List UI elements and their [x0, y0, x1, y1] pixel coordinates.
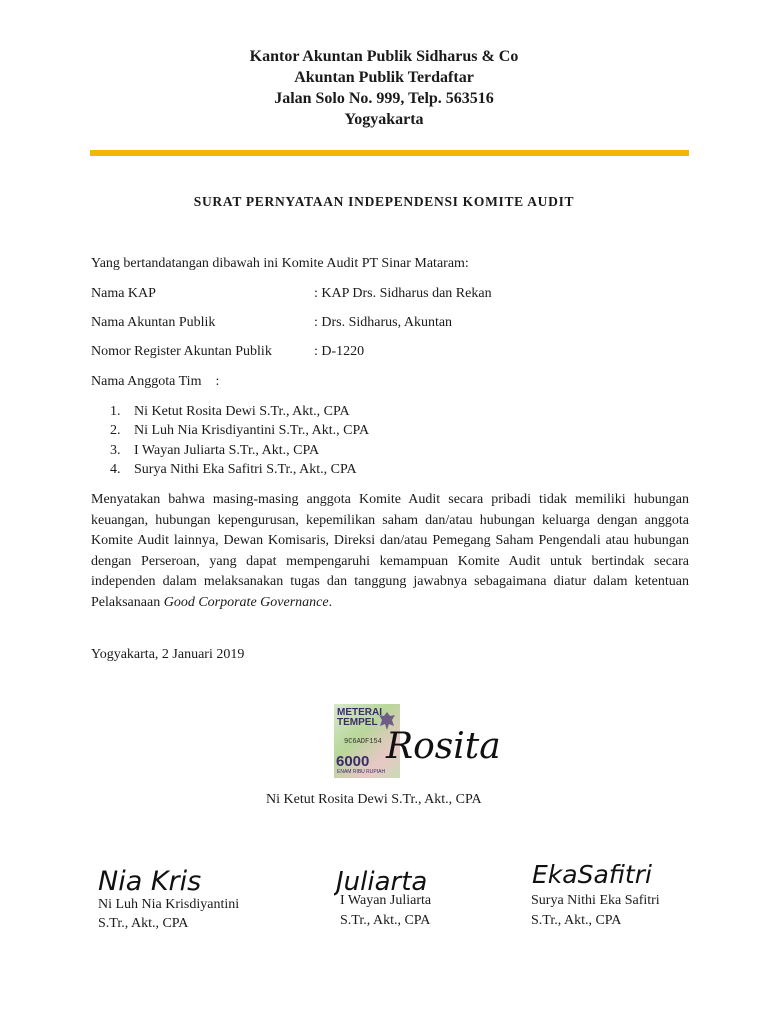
stamp-small-text: ENAM RIBU RUPIAH: [337, 769, 386, 775]
list-item: 2. Ni Luh Nia Krisdiyantini S.Tr., Akt., CPA: [110, 423, 370, 439]
list-item: 1. Ni Ketut Rosita Dewi S.Tr., Akt., CPA: [110, 404, 350, 419]
firm-name: Kantor Akuntan Publik Sidharus & Co: [249, 48, 519, 65]
list-item: 4. Surya Nithi Eka Safitri S.Tr., Akt., CPA: [110, 461, 357, 477]
field-label-kap: Nama KAP: [91, 286, 156, 301]
statement-paragraph: Menyatakan bahwa masing-masing anggota Komite Audit secara pribadi tidak memiliki hubungan keuangan, hubungan kepengurusan, kepemilikan saham dan/atau hubungan keluarga dengan anggota Komite Audit lainnya, Dewan Komisaris, Direksi dan/atau Pemegang Saham Pengendali atau hubungan dengan Perseroan, yang dapat mempengaruhi kemampuan Komite Audit untuk bertindak secara independen dalam melaksanakan tugas dan tanggung jawabnya sebagaimana diatur dalam ketentuan Pelaksanaan Good Corporate Governance.: [91, 492, 689, 610]
signature-rosita-script: Rosita: [386, 726, 501, 767]
list-item: 3. I Wayan Juliarta S.Tr., Akt., CPA: [110, 442, 320, 458]
signature-eka-safitri: [530, 855, 670, 895]
letterhead: [0, 46, 768, 130]
signatory-name-2: I Wayan Juliarta: [340, 893, 432, 908]
signatory-title-3: S.Tr., Akt., CPA: [531, 913, 622, 928]
signatory-title-2: S.Tr., Akt., CPA: [340, 913, 431, 928]
stamp-value: 6000: [336, 753, 370, 770]
team-list: [110, 402, 369, 479]
firm-registration: Akuntan Publik Terdaftar: [294, 69, 474, 86]
stamp-code: 9C6ADF154: [344, 738, 382, 746]
team-label: Nama Anggota Tim :: [91, 374, 220, 389]
field-value-akuntan: : Drs. Sidharus, Akuntan: [314, 315, 453, 330]
signature-juliarta-script: Juliarta: [336, 867, 428, 897]
field-value-kap: : KAP Drs. Sidharus dan Rekan: [314, 286, 492, 301]
firm-city: Yogyakarta: [344, 111, 424, 128]
place-date: Yogyakarta, 2 Januari 2019: [91, 647, 245, 662]
field-value-register: : D-1220: [314, 344, 365, 359]
firm-address: Jalan Solo No. 999, Telp. 563516: [274, 90, 494, 107]
field-label-akuntan: Nama Akuntan Publik: [91, 315, 216, 330]
signature-rosita: [384, 716, 514, 772]
field-label-register: Nomor Register Akuntan Publik: [91, 344, 272, 359]
letterhead-divider: [90, 150, 689, 156]
statement-italic: Good Corporate Governance: [163, 594, 329, 610]
signatory-main-name: Ni Ketut Rosita Dewi S.Tr., Akt., CPA: [266, 792, 482, 807]
signature-nia-kris: [96, 860, 226, 900]
signatory-name-1: Ni Luh Nia Krisdiyantini: [98, 897, 240, 912]
document-title: SURAT PERNYATAAN INDEPENDENSI KOMITE AUDIT: [193, 194, 575, 209]
signatory-title-1: S.Tr., Akt., CPA: [98, 916, 189, 931]
signatory-name-3: Surya Nithi Eka Safitri: [531, 893, 660, 908]
stamp-top-text: METERAI TEMPEL: [337, 707, 382, 728]
signature-nia-kris-script: Nia Kris: [98, 866, 202, 897]
intro-text: Yang bertandatangan dibawah ini Komite Audit PT Sinar Mataram:: [91, 256, 469, 271]
signature-eka-safitri-script: EkaSafitri: [532, 860, 652, 889]
